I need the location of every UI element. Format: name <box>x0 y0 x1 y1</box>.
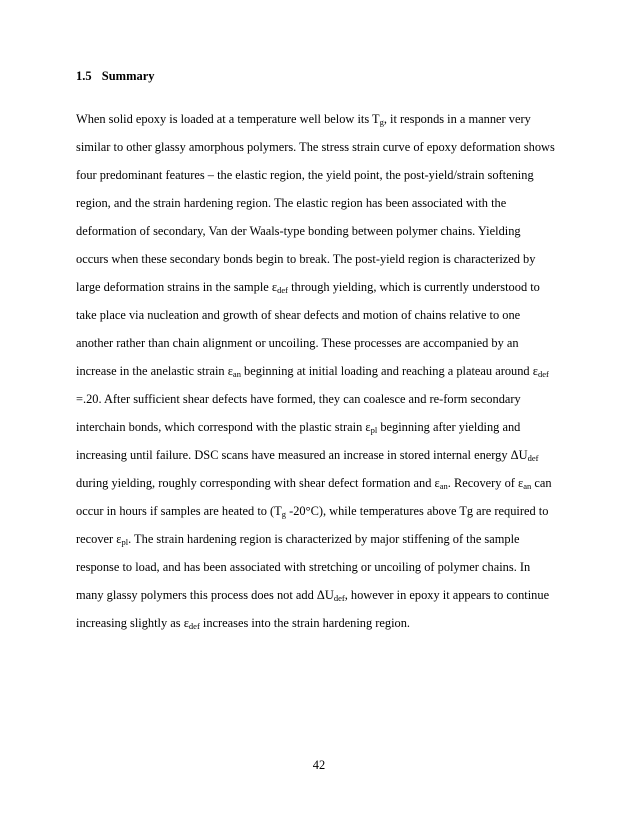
text-run: another rather than chain alignment or uncoiling. These processes are accompanied by an <box>76 336 519 350</box>
text-run: increases into the strain hardening region. <box>199 616 411 630</box>
section-heading <box>76 69 155 84</box>
text-run: . Recovery of ε <box>447 476 524 490</box>
subscript: an <box>523 481 532 491</box>
text-run: region, and the strain hardening region. The elastic region has been associated with the <box>76 196 507 210</box>
section-number: 1.5 <box>76 69 92 83</box>
text-run: increasing until failure. DSC scans have measured an increase in stored internal energy ΔU <box>76 448 528 462</box>
text-run: . The strain hardening region is characterized by major stiffening of the sample <box>128 532 520 546</box>
subscript: pl <box>370 425 378 435</box>
text-line <box>76 217 576 245</box>
text-run: four predominant features – the elastic region, the yield point, the post-yield/strain softening <box>76 168 534 182</box>
text-line <box>76 273 576 301</box>
text-run: similar to other glassy amorphous polymers. The stress strain curve of epoxy deformation shows <box>76 140 555 154</box>
section-title: Summary <box>101 69 155 83</box>
text-line <box>76 329 576 357</box>
text-line <box>76 385 576 413</box>
subscript: def <box>188 621 200 631</box>
text-run: =.20. After sufficient shear defects have formed, they can coalesce and re-form secondary <box>76 392 521 406</box>
subscript: def <box>277 285 288 295</box>
subscript: g <box>281 509 286 519</box>
text-run: can <box>531 476 552 490</box>
text-line <box>76 189 576 217</box>
text-run: , it responds in a manner very <box>383 112 531 126</box>
text-run: during yielding, roughly corresponding with shear defect formation and ε <box>76 476 440 490</box>
text-line <box>76 105 576 133</box>
text-line <box>76 413 576 441</box>
subscript: an <box>439 481 448 491</box>
text-line <box>76 301 576 329</box>
subscript: def <box>333 593 345 603</box>
text-line <box>76 133 576 161</box>
text-run: through yielding, which is currently understood to <box>287 280 540 294</box>
text-run: large deformation strains in the sample ε <box>76 280 278 294</box>
text-line <box>76 469 576 497</box>
text-line <box>76 609 576 637</box>
text-run: deformation of secondary, Van der Waals-type bonding between polymer chains. Yielding <box>76 224 521 238</box>
text-run: many glassy polymers this process does not add ΔU <box>76 588 334 602</box>
text-line <box>76 357 576 385</box>
text-run: beginning at initial loading and reaching a plateau around ε <box>240 364 538 378</box>
subscript: def <box>537 369 549 379</box>
subscript: an <box>232 369 241 379</box>
subscript: g <box>379 117 384 127</box>
page-number: 42 <box>312 758 326 772</box>
text-run: occurs when these secondary bonds begin to break. The post-yield region is characterized by <box>76 252 536 266</box>
text-line <box>76 525 576 553</box>
text-run: , however in epoxy it appears to continue <box>344 588 550 602</box>
text-line <box>76 581 576 609</box>
text-run: When solid epoxy is loaded at a temperature well below its T <box>76 112 380 126</box>
text-run: response to load, and has been associated with stretching or uncoiling of polymer chains. In <box>76 560 531 574</box>
text-run: recover ε <box>76 532 122 546</box>
text-run: interchain bonds, which correspond with the plastic strain ε <box>76 420 371 434</box>
text-line <box>76 497 576 525</box>
text-run: increasing slightly as ε <box>76 616 189 630</box>
text-line <box>76 441 576 469</box>
text-run: -20°C), while temperatures above Tg are required to <box>286 504 549 518</box>
text-run: beginning after yielding and <box>377 420 521 434</box>
text-run: occur in hours if samples are heated to (T <box>76 504 282 518</box>
text-line <box>76 245 576 273</box>
subscript: def <box>527 453 539 463</box>
text-run: increase in the anelastic strain ε <box>76 364 233 378</box>
text-run: take place via nucleation and growth of shear defects and motion of chains relative to one <box>76 308 521 322</box>
summary-paragraph <box>76 105 576 637</box>
text-line <box>76 553 576 581</box>
subscript: pl <box>121 537 129 547</box>
text-line <box>76 161 576 189</box>
